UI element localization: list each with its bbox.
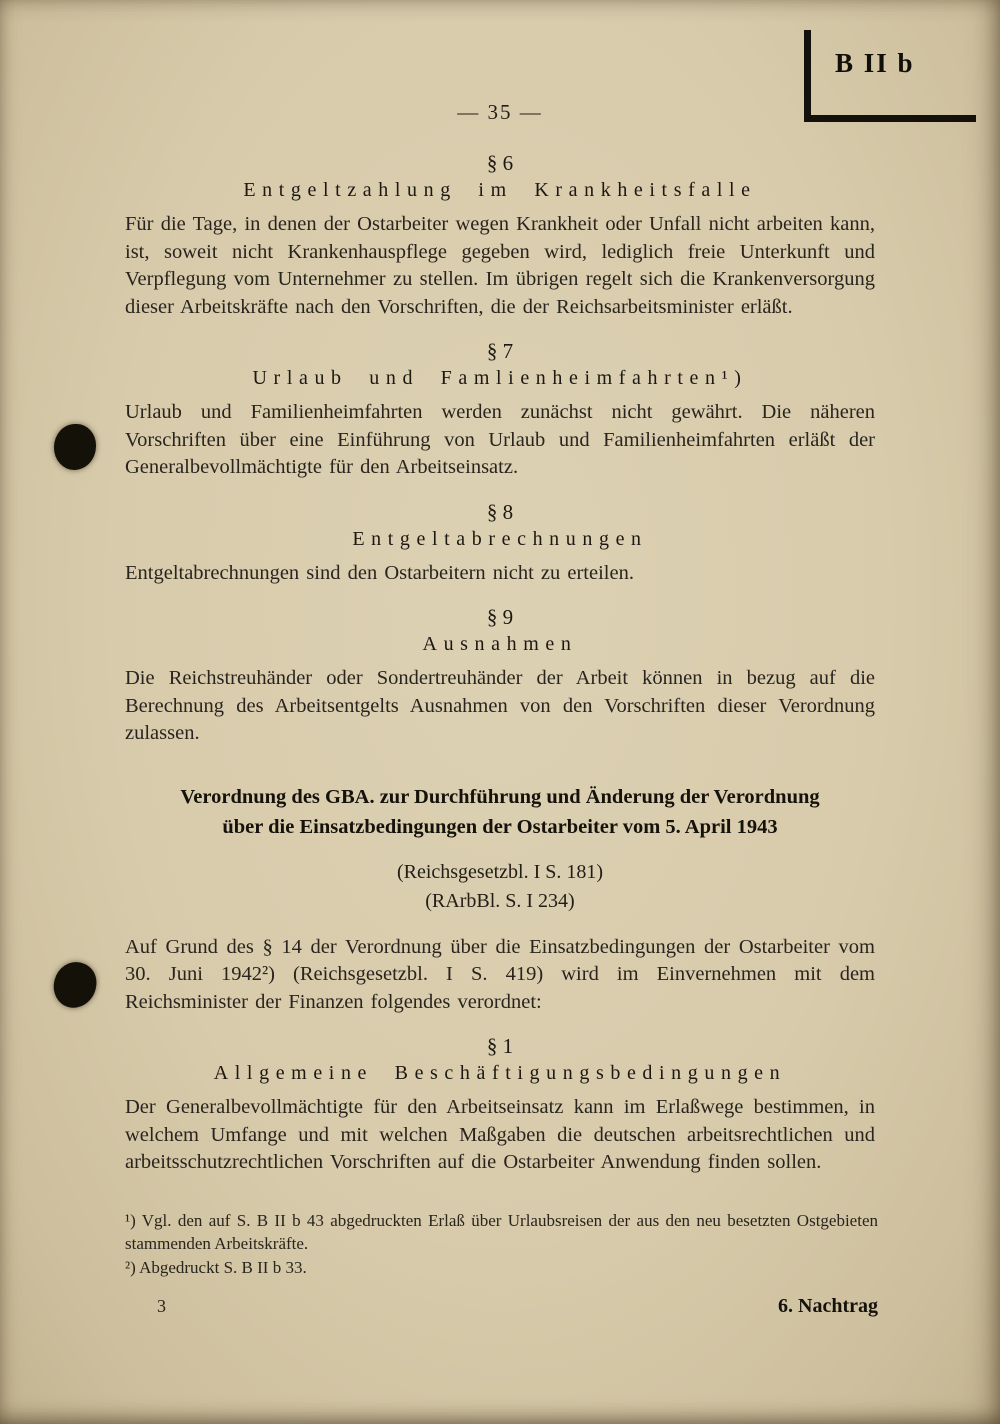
section-paragraph-6 xyxy=(125,151,875,321)
corner-tab-label: B II b xyxy=(835,48,915,78)
decree-references xyxy=(125,858,875,916)
section-body: Für die Tage, in denen der Ostarbeiter wegen Krankheit oder Unfall nicht arbeiten kann, ist, soweit nicht Krankenhauspflege gegeben wird, lediglich freie Unterkunft und Verpflegung vom Unternehmer zu stellen. Im übrigen regelt sich die Krankenversorgung dieser Arbeitskräfte nach den Vorschriften, die der Reichsarbeitsminister erläßt. xyxy=(125,213,875,318)
decree-title xyxy=(125,782,875,842)
decree-title-line1: Verordnung des GBA. zur Durchführung und Änderung der Verordnung xyxy=(180,785,820,808)
punch-hole-bottom xyxy=(49,958,101,1013)
footer-page-number: 3 xyxy=(157,1296,166,1316)
section-sign: § 7 xyxy=(486,339,514,363)
decree-reference-2: (RArbBl. S. I 234) xyxy=(425,889,575,912)
footer-supplement-label: 6. Nachtrag xyxy=(778,1295,878,1317)
section-title: Entgeltzahlung im Krankheitsfalle xyxy=(243,179,757,201)
decree-reference-1: (Reichsgesetzbl. I S. 181) xyxy=(396,860,604,883)
section-body: Urlaub und Familienheimfahrten werden zunächst nicht gewährt. Die näheren Vorschriften über eine Einführung von Urlaub und Familienheimfahrten erläßt der Generalbevollmächtigte für den Arbeitseinsatz. xyxy=(125,401,875,478)
page-bottom xyxy=(125,1209,878,1319)
section-paragraph-8 xyxy=(125,500,875,588)
section-title: Ausnahmen xyxy=(422,633,578,655)
section-paragraph-7 xyxy=(125,339,875,482)
section-body: Der Generalbevollmächtigte für den Arbeitseinsatz kann im Erlaßwege bestimmen, in welchem Umfange und mit welchen Maßgaben die deutschen arbeitsrechtlichen und arbeitsschutzrechtlichen Vorschriften auf die Ostarbeiter Anwendung finden sollen. xyxy=(125,1096,875,1173)
page-content xyxy=(125,0,875,1187)
section-body: Entgeltabrechnungen sind den Ostarbeitern nicht zu erteilen. xyxy=(125,561,634,584)
section-sign: § 9 xyxy=(486,605,514,629)
decree-section-1 xyxy=(125,1034,875,1177)
decree-intro: Auf Grund des § 14 der Verordnung über die Einsatzbedingungen der Ostarbeiter vom 30. Juni 1942²) (Reichsgesetzbl. I S. 419) wird im Einvernehmen mit dem Reichsminister der Finanzen folgendes verordnet: xyxy=(125,935,875,1013)
section-title: Allgemeine Beschäftigungsbedingungen xyxy=(213,1062,787,1084)
section-body: Die Reichstreuhänder oder Sondertreuhänder der Arbeit können in bezug auf die Berechnung des Arbeitsentgelts Ausnahmen von den Vorschriften dieser Verordnung zulassen. xyxy=(125,667,875,744)
footer xyxy=(125,1295,878,1318)
section-title: Entgeltabrechnungen xyxy=(352,527,648,550)
punch-hole-top xyxy=(54,424,96,470)
section-sign: § 1 xyxy=(486,1034,514,1058)
section-sign: § 8 xyxy=(486,499,514,524)
decree-title-line2: über die Einsatzbedingungen der Ostarbeiter vom 5. April 1943 xyxy=(222,815,778,838)
section-sign: § 6 xyxy=(486,151,514,175)
footnote-2: ²) Abgedruckt S. B II b 33. xyxy=(125,1257,307,1277)
footnote-1: ¹) Vgl. den auf S. B II b 43 abgedruckten Erlaß über Urlaubsreisen der aus den neu besetzten Ostgebieten stammenden Arbeitskräfte. xyxy=(125,1210,878,1253)
section-paragraph-9 xyxy=(125,605,875,748)
section-title: Urlaub und Famlienheimfahrten¹) xyxy=(252,367,748,389)
page-number: — 35 — xyxy=(457,100,543,124)
